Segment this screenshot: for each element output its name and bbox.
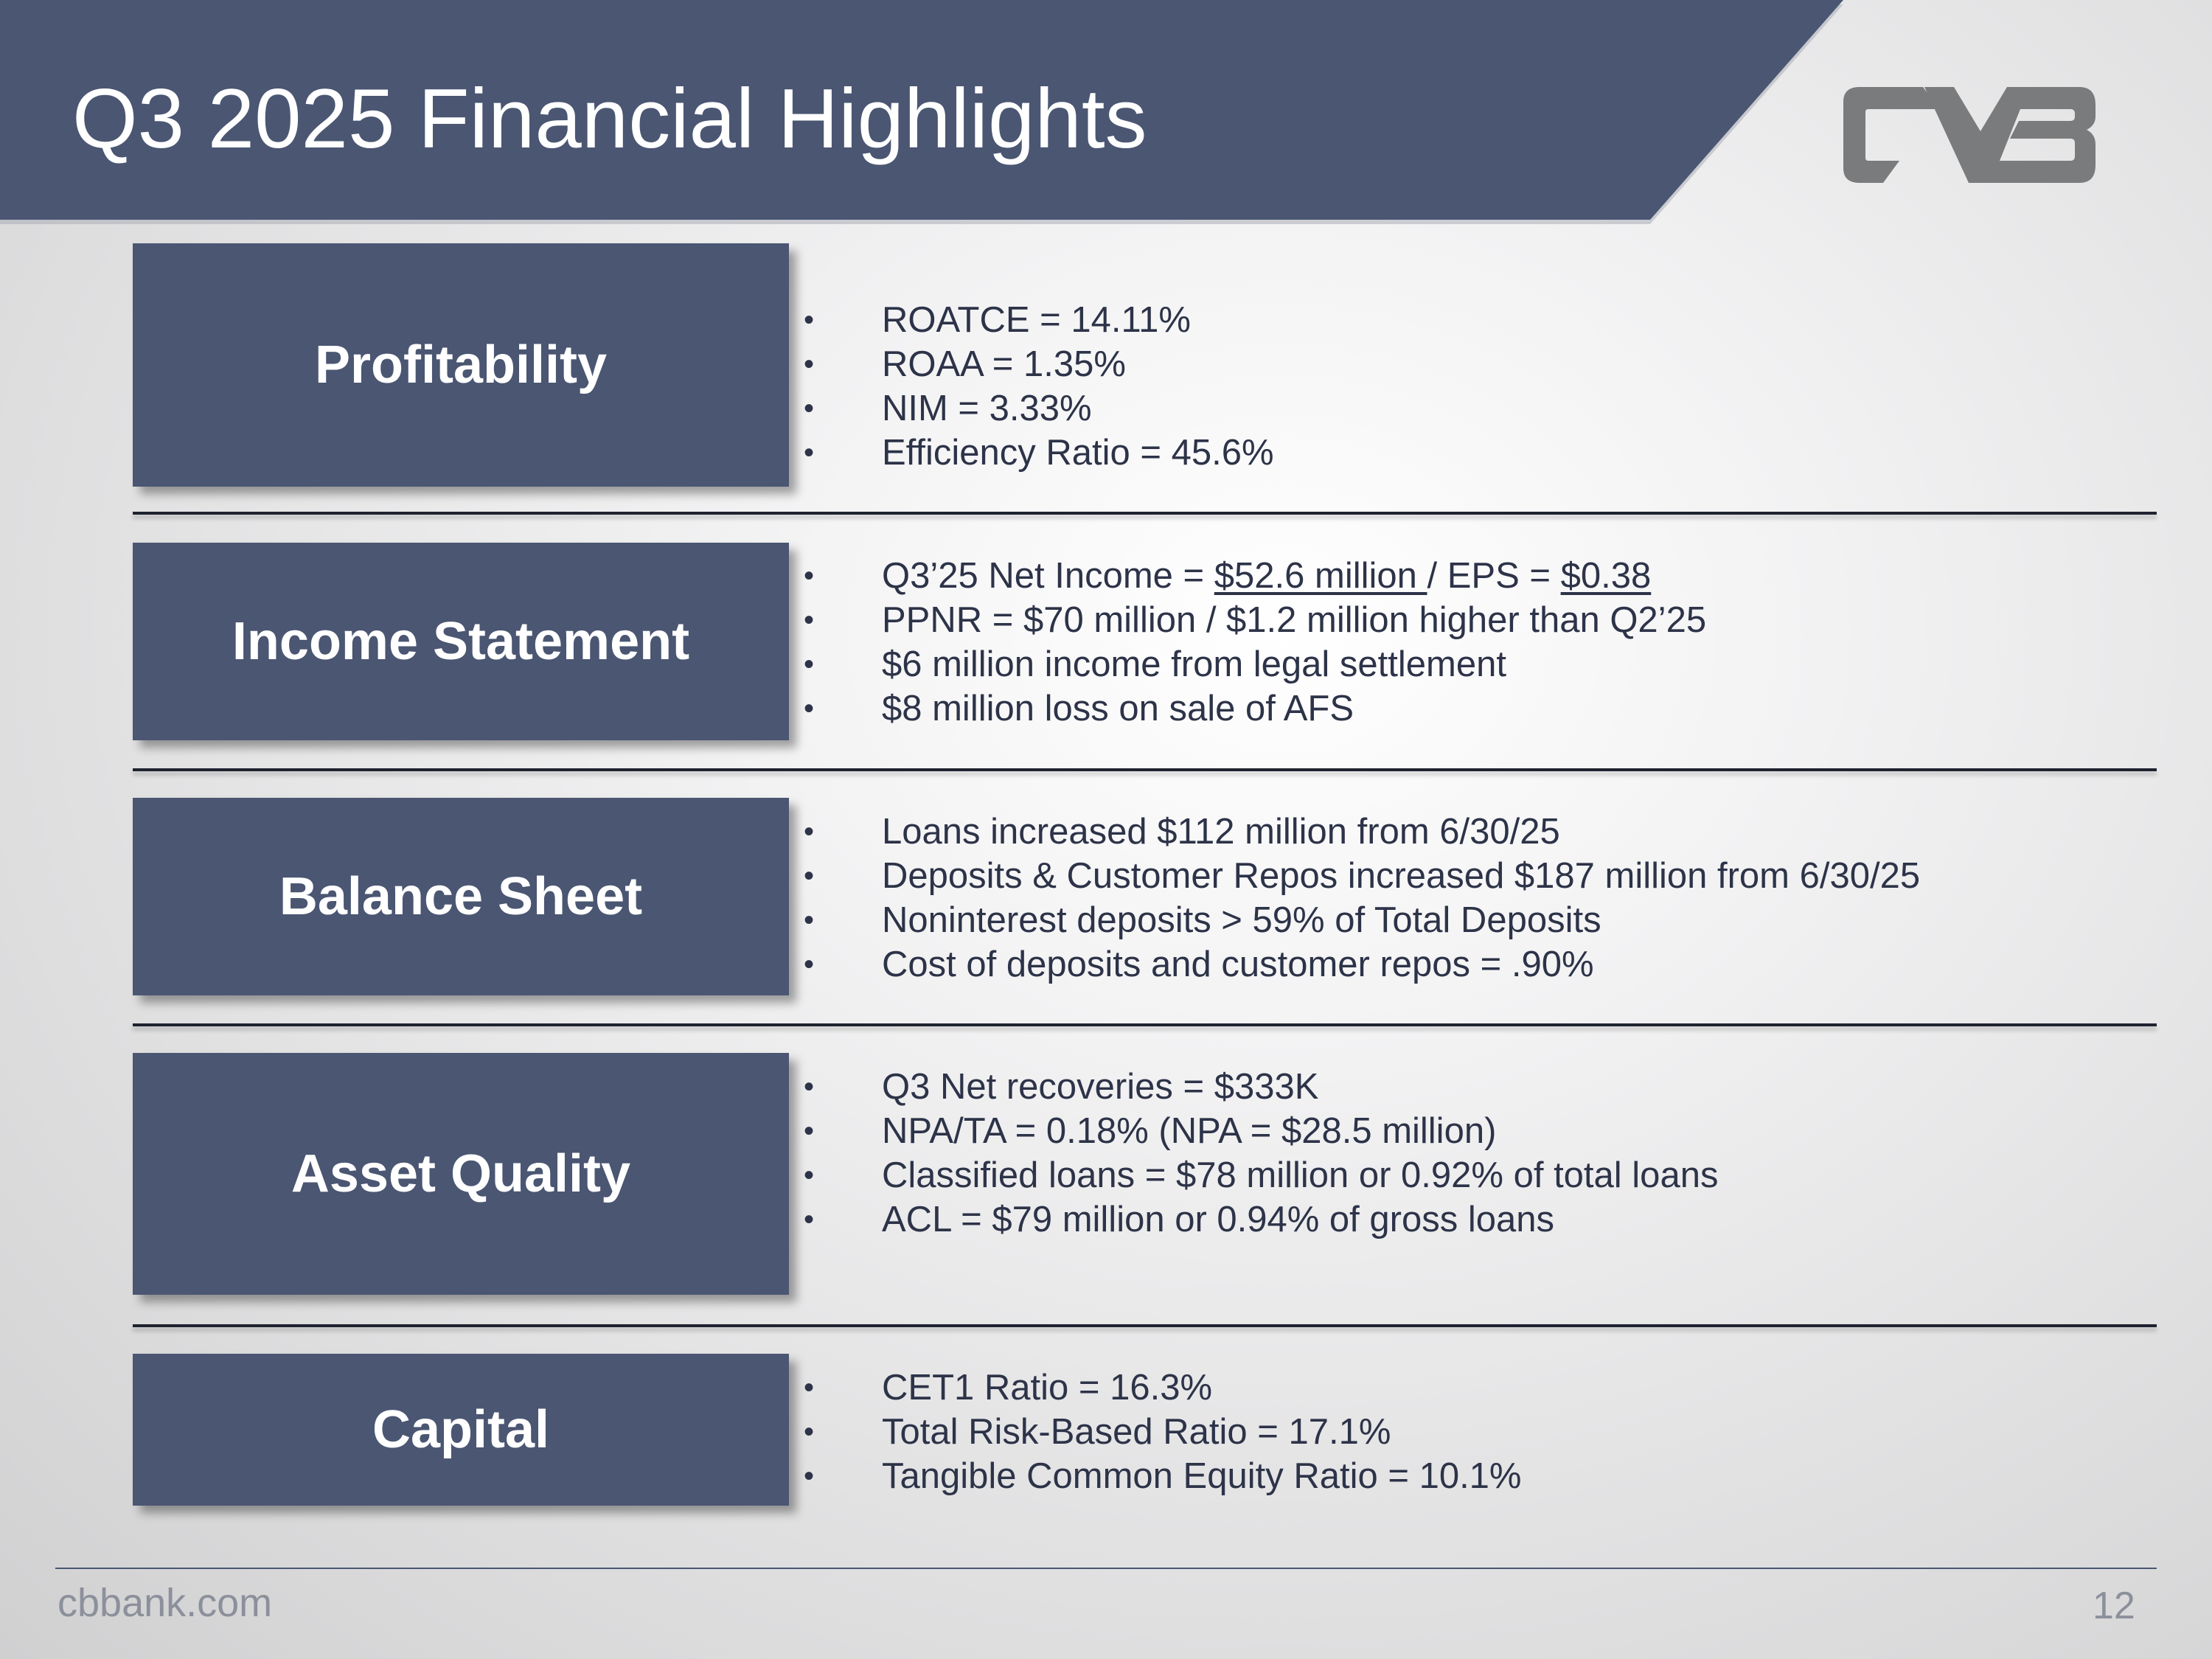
section-label: Capital <box>372 1400 550 1459</box>
bullet-text: NPA/TA = 0.18% (NPA = $28.5 million) <box>882 1111 1497 1151</box>
section-label-box <box>133 798 789 995</box>
section-label: Asset Quality <box>291 1144 631 1203</box>
page-title: Q3 2025 Financial Highlights <box>72 72 1147 166</box>
bullet-text: Loans increased $112 million from 6/30/25 <box>882 812 1560 852</box>
bullet-icon: • <box>804 304 815 336</box>
bullet-text: Total Risk-Based Ratio = 17.1% <box>882 1412 1391 1452</box>
section-label: Balance Sheet <box>279 867 643 926</box>
bullet-text: Deposits & Customer Repos increased $187 million from 6/30/25 <box>882 856 1921 896</box>
bullet-icon: • <box>804 392 815 425</box>
page-number: 12 <box>2093 1585 2135 1627</box>
bullet-text-part: / EPS = <box>1427 556 1561 596</box>
section-label-box <box>133 243 789 487</box>
footer-divider <box>55 1568 2157 1569</box>
bullet-icon: • <box>804 1159 815 1192</box>
bullet-text: ROATCE = 14.11% <box>882 300 1191 340</box>
section-label-box <box>133 1354 789 1506</box>
bullet-icon: • <box>804 560 815 592</box>
bullet-icon: • <box>804 692 815 725</box>
bullet-text: Cost of deposits and customer repos = .90% <box>882 945 1594 984</box>
underlined-value: $52.6 million <box>1214 556 1427 596</box>
section-divider <box>133 768 2157 771</box>
bullet-text: Q3 Net recoveries = $333K <box>882 1067 1319 1107</box>
bullet-text: $8 million loss on sale of AFS <box>882 689 1354 728</box>
underlined-value: $0.38 <box>1560 556 1652 596</box>
bullet-icon: • <box>804 437 815 469</box>
bullet-icon: • <box>804 1460 815 1492</box>
section-label: Profitability <box>314 335 608 394</box>
bullet-icon: • <box>804 815 815 848</box>
bullet-icon: • <box>804 648 815 681</box>
bullet-text: NIM = 3.33% <box>882 389 1092 428</box>
section-label-box <box>133 1053 789 1295</box>
bullet-icon: • <box>804 1115 815 1147</box>
footer-url: cbbank.com <box>58 1581 273 1625</box>
bullet-text: ROAA = 1.35% <box>882 344 1126 384</box>
cvb-logo-icon <box>1836 80 2101 190</box>
bullet-text-part: Q3’25 Net Income = <box>882 556 1214 596</box>
bullet-text: Efficiency Ratio = 45.6% <box>882 433 1274 473</box>
bullet-icon: • <box>804 348 815 380</box>
section-label: Income Statement <box>232 612 690 671</box>
bullet-icon: • <box>804 860 815 892</box>
section-label-box <box>133 543 789 740</box>
section-divider <box>133 1023 2157 1026</box>
bullet-text <box>882 554 1651 598</box>
bullet-icon: • <box>804 948 815 981</box>
bullet-text: Tangible Common Equity Ratio = 10.1% <box>882 1456 1522 1496</box>
bullet-icon: • <box>804 1416 815 1448</box>
bullet-text: Classified loans = $78 million or 0.92% of total loans <box>882 1155 1719 1195</box>
section-divider <box>133 512 2157 515</box>
bullet-icon: • <box>804 1371 815 1404</box>
section-divider <box>133 1324 2157 1327</box>
bullet-text: $6 million income from legal settlement <box>882 644 1506 684</box>
bullet-icon: • <box>804 1203 815 1236</box>
bullet-icon: • <box>804 904 815 936</box>
bullet-text: Noninterest deposits > 59% of Total Deposits <box>882 900 1601 940</box>
bullet-icon: • <box>804 604 815 636</box>
bullet-text: PPNR = $70 million / $1.2 million higher than Q2’25 <box>882 600 1707 640</box>
bullet-text: CET1 Ratio = 16.3% <box>882 1368 1213 1408</box>
bullet-text: ACL = $79 million or 0.94% of gross loans <box>882 1200 1554 1239</box>
bullet-icon: • <box>804 1071 815 1103</box>
